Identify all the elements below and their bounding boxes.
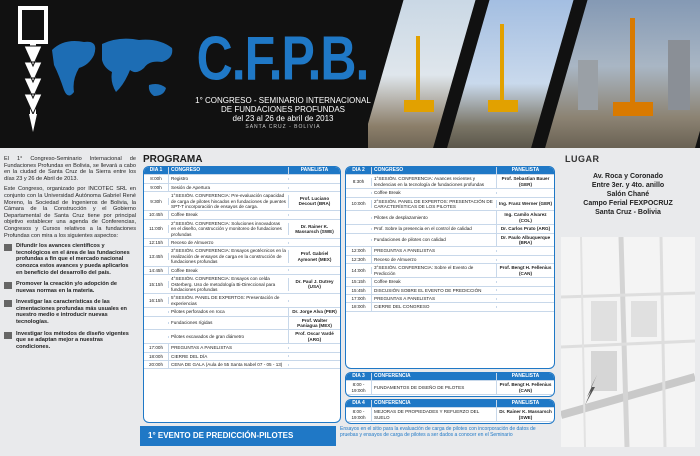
table-row bbox=[144, 192, 340, 211]
bullet-text: Investigar los métodos de diseño vigentes que se adaptan mejor a nuestras condiciones. bbox=[16, 330, 129, 350]
panelist-cell: Prof. Gabriel Aymonet (MEX) bbox=[288, 250, 340, 263]
session-cell: Fundaciones de pilotes con calidad bbox=[374, 237, 446, 243]
panelist-cell: Prof. Walter Paniagua (MEX) bbox=[288, 317, 340, 330]
table-row bbox=[144, 239, 340, 247]
bullet-text: Difundir los avances científicos y tecnológicos en el área de las fundaciones profundas a fin que el mercado nacional conozca estos avances y pueda aplicarlos en beneficio del desarrollo del país. bbox=[16, 243, 130, 276]
table-row bbox=[144, 361, 340, 369]
panelist-cell bbox=[496, 192, 554, 194]
time-cell: 10:45h bbox=[144, 211, 169, 218]
panelist-cell bbox=[288, 178, 340, 180]
bullet-item bbox=[4, 281, 136, 294]
time-cell: DÍA 1 bbox=[144, 167, 169, 174]
bullet-text: Promover la creación y/o adopción de nuevas normas en la materia. bbox=[16, 281, 118, 294]
table-row bbox=[144, 267, 340, 275]
session-cell: 3°SESIÓN. CONFERENCIA: Ensayos geotécnicos en la realización de ensayos de carga en la construcción de fundaciones profundas bbox=[171, 248, 286, 265]
session-cell: PREGUNTAS A PANELISTAS bbox=[171, 345, 233, 351]
panelist-cell: Dr. Rainer K. Massarsch (SWE) bbox=[288, 223, 340, 236]
table-row bbox=[346, 256, 554, 264]
table-row bbox=[346, 189, 554, 197]
time-cell: 14:45h bbox=[144, 267, 169, 274]
bullet-item bbox=[4, 299, 136, 325]
session-cell: CIERRE DEL CONGRESO bbox=[374, 304, 430, 310]
table-row bbox=[346, 225, 554, 233]
time-cell bbox=[144, 336, 169, 338]
address-line: Entre 3er. y 4to. anillo bbox=[591, 182, 665, 189]
time-cell bbox=[144, 311, 169, 313]
panelist-cell: Dr. Paulo Albuquerque (BRA) bbox=[496, 234, 554, 247]
time-cell: DÍA 3 bbox=[346, 373, 372, 380]
time-cell: 18:00h bbox=[346, 303, 372, 310]
time-cell: 13:45h bbox=[144, 253, 169, 260]
panelist-cell: Dr. Jorge Alva (PER) bbox=[288, 308, 340, 315]
table-header-row bbox=[346, 167, 554, 175]
table-row bbox=[144, 330, 340, 344]
prediction-event-band: 1° EVENTO DE PREDICCIÓN-PILOTES bbox=[140, 426, 336, 446]
table-row bbox=[144, 175, 340, 183]
time-cell: 15:15h bbox=[144, 281, 169, 288]
panelist-cell: Prof. Sebastian Bauer (GER) bbox=[496, 175, 554, 188]
table-row bbox=[346, 264, 554, 278]
panelist-cell: Prof. Bengt H. Fellenius (CAN) bbox=[496, 264, 554, 277]
intro-column bbox=[4, 156, 136, 355]
bullet-square-icon bbox=[4, 282, 12, 289]
cfpb-logo-icon bbox=[12, 6, 54, 134]
session-cell: CENA DE GALA (Aula de 55 Santa Isabel 07 - 05 - 13) bbox=[171, 361, 283, 367]
bullet-square-icon bbox=[4, 332, 12, 339]
session-cell: Prof. Sobre la presencia en el control de calidad bbox=[374, 226, 472, 232]
subtitle-dates: del 23 al 26 de abril de 2013 bbox=[232, 114, 334, 123]
address-line: Av. Roca y Coronado bbox=[592, 173, 663, 180]
panelist-cell bbox=[288, 269, 340, 271]
panelist-cell: Prof. Bengt H. Fellenius (CAN) bbox=[496, 381, 554, 394]
table-row bbox=[144, 353, 340, 361]
session-cell: Coffee Break bbox=[374, 190, 401, 196]
table-header-row bbox=[346, 400, 554, 408]
panelist-cell bbox=[496, 250, 554, 252]
panelist-cell bbox=[288, 242, 340, 244]
drilling-rigs-graphic bbox=[368, 0, 700, 148]
table-row bbox=[144, 344, 340, 352]
panelist-cell: PANELISTA bbox=[496, 400, 554, 407]
day1-schedule-table bbox=[143, 166, 341, 423]
panelist-cell: Prof. Oscar Vardé (ARG) bbox=[288, 330, 340, 343]
address-line: Campo Ferial FEXPOCRUZ bbox=[583, 200, 673, 207]
lugar-heading: LUGAR bbox=[565, 154, 600, 164]
subtitle-city: SANTA CRUZ - BOLIVIA bbox=[245, 124, 321, 130]
table-row bbox=[346, 234, 554, 248]
panelist-cell: PANELISTA bbox=[496, 167, 554, 174]
table-row bbox=[144, 317, 340, 331]
time-cell bbox=[346, 239, 372, 241]
session-cell: Pilotes perforados en roca bbox=[171, 309, 225, 315]
time-cell: 8:00 - 19:00h bbox=[346, 381, 372, 394]
table-row bbox=[144, 184, 340, 192]
construction-photos bbox=[368, 0, 700, 148]
panelist-cell bbox=[496, 259, 554, 261]
time-cell: 14:00h bbox=[346, 267, 372, 274]
bullet-item bbox=[4, 243, 136, 276]
day2-schedule-table bbox=[345, 166, 555, 369]
table-row bbox=[144, 220, 340, 239]
subtitle-line-2: DE FUNDACIONES PROFUNDAS bbox=[220, 105, 345, 114]
day3-schedule-table bbox=[345, 372, 555, 397]
session-cell: Coffee Break bbox=[171, 267, 198, 273]
panelist-cell bbox=[288, 347, 340, 349]
table-row bbox=[346, 408, 554, 422]
time-cell: 9:00h bbox=[144, 184, 169, 191]
time-cell: 20:00h bbox=[144, 361, 169, 368]
time-cell: 8:00h bbox=[144, 175, 169, 182]
intro-paragraph-2: Este Congreso, organizado por INCOTEC SRL en conjunto con la Universidad Autónoma Gabriel René Moreno, la Sociedad de Ingenieros de Bolivia, la Cámara de la Construcción y el Gobierno Departamental de Santa Cruz tiene por principal objetivo establecer una agenda de Conferencias, Congresos y Cursos relativos a la fundaciones Profundas con mira a los siguientes aspectos: bbox=[4, 186, 136, 239]
table-row bbox=[346, 381, 554, 395]
subtitle-line-1: 1° CONGRESO - SEMINARIO INTERNACIONAL bbox=[195, 96, 371, 105]
panelist-cell: Dr. Rainer K. Massarsch (SWE) bbox=[496, 408, 554, 421]
intro-paragraph-1: El 1° Congreso-Seminario Internacional de Fundaciones Profundas en Bolivia, se llevará a cabo en la ciudad de Santa Cruz de la Sierra entre los días 23 y 26 de Abril de 2013. bbox=[4, 156, 136, 182]
time-cell: 10:00h bbox=[346, 200, 372, 207]
table-header-row bbox=[346, 373, 554, 381]
table-row bbox=[144, 275, 340, 294]
prediction-event-text: Ensayos en el sitio para la evaluación de carga de pilotes con incorporación de datos de pruebas y ensayos de carga de pilotes a ser dados a conocer en el Seminario bbox=[340, 426, 536, 438]
table-row bbox=[144, 308, 340, 316]
panelist-cell bbox=[288, 355, 340, 357]
event-subtitle bbox=[178, 96, 388, 132]
time-cell: 12:30h bbox=[346, 256, 372, 263]
time-cell: 12:00h bbox=[346, 247, 372, 254]
address-line: Santa Cruz - Bolivia bbox=[595, 209, 661, 216]
table-header-row bbox=[144, 167, 340, 175]
event-title: C.F.P.B. bbox=[196, 23, 369, 94]
panelist-cell bbox=[288, 300, 340, 302]
time-cell: 15:15h bbox=[346, 278, 372, 285]
time-cell bbox=[144, 322, 169, 324]
table-row bbox=[346, 198, 554, 212]
bullet-text: Investigar las características de las cimentaciones profundas más usuales en nuestro medio e introducir nuevas tecnologías. bbox=[16, 299, 127, 326]
time-cell: 17:00h bbox=[144, 344, 169, 351]
bullet-square-icon bbox=[4, 300, 12, 307]
bullet-item bbox=[4, 331, 136, 351]
panelist-cell bbox=[496, 298, 554, 300]
session-cell: PREGUNTAS A PANELISTAS bbox=[374, 248, 436, 254]
programa-heading: PROGRAMA bbox=[143, 154, 203, 165]
session-cell: DISCUSIÓN SOBRE EL EVENTO DE PREDICCIÓN bbox=[374, 287, 482, 293]
table-row bbox=[346, 295, 554, 303]
day4-schedule-table bbox=[345, 399, 555, 424]
panelist-cell: Prof. Luciano Decourt (BRA) bbox=[288, 195, 340, 208]
street-map-graphic bbox=[561, 237, 695, 447]
session-cell: 1°SESIÓN. CONFERENCIA: Avances recientes y tendencias en la tecnología de fundaciones profundas bbox=[374, 176, 485, 187]
session-cell: Pilotes de desplazamiento bbox=[374, 215, 428, 221]
world-map-graphic bbox=[44, 30, 179, 112]
session-cell: CONFERENCIA bbox=[374, 373, 411, 379]
panelist-cell bbox=[496, 289, 554, 291]
time-cell: 17:00h bbox=[346, 295, 372, 302]
venue-address bbox=[560, 172, 696, 217]
session-cell: Pilotes excavados de gran diámetro bbox=[171, 334, 245, 340]
bullet-square-icon bbox=[4, 244, 12, 251]
panelist-cell: Dr. Carlos Prato (ARG) bbox=[496, 225, 554, 232]
session-cell: FUNDAMENTOS DE DISEÑO DE PILOTES bbox=[374, 385, 465, 391]
table-row bbox=[346, 247, 554, 255]
session-cell: 5°SESIÓN. PANEL DE EXPERTOS: Presentación de experiencias bbox=[171, 295, 280, 306]
panelist-cell: Ing. Camilo Alvarez (COL) bbox=[496, 211, 554, 224]
session-cell: Registro bbox=[171, 176, 189, 182]
session-cell: CONGRESO bbox=[374, 167, 404, 173]
panelist-cell: Dr. Paul J. Dutrey (USA) bbox=[288, 278, 340, 291]
session-cell: CONFERENCIA bbox=[374, 400, 411, 406]
time-cell: 18:00h bbox=[144, 353, 169, 360]
panelist-cell: Ing. Franz Werner (GER) bbox=[496, 200, 554, 207]
session-cell: Receso de Almuerzo bbox=[374, 256, 417, 262]
session-cell: 4°SESIÓN. CONFERENCIA: Ensayos con celda Osterberg. Uso de metodología Bi-Direccional para fundaciones profundas bbox=[171, 276, 276, 292]
session-cell: Coffee Break bbox=[171, 212, 198, 218]
session-cell: Sesión de Apertura bbox=[171, 184, 211, 190]
time-cell: DÍA 4 bbox=[346, 400, 372, 407]
time-cell: 12:15h bbox=[144, 239, 169, 246]
panelist-cell: PANELISTA bbox=[496, 373, 554, 380]
table-row bbox=[346, 211, 554, 225]
session-cell: 2°SESIÓN. PANEL DE EXPERTOS: PRESENTACIÓN DE CARACTERÍSTICAS DE LOS PILOTES bbox=[374, 198, 493, 210]
session-cell: Receso de Almuerzo bbox=[171, 240, 214, 246]
time-cell: 8:30h bbox=[346, 178, 372, 185]
session-cell: Fundaciones rígidas bbox=[171, 320, 213, 326]
time-cell bbox=[346, 192, 372, 194]
panelist-cell bbox=[288, 364, 340, 366]
session-cell: CIERRE DEL DÍA bbox=[171, 353, 208, 359]
time-cell bbox=[346, 228, 372, 230]
session-cell: 2°SESIÓN. CONFERENCIA: Soluciones innovadoras en el diseño, construcción y monitoreo de fundaciones profundas bbox=[171, 220, 282, 237]
time-cell: 8:00 - 19:00h bbox=[346, 408, 372, 421]
panelist-cell bbox=[288, 214, 340, 216]
time-cell: 15:45h bbox=[346, 287, 372, 294]
header-banner bbox=[0, 0, 700, 148]
session-cell: MEJORAS DE PROPIEDADES Y REFUERZO DEL SUELO bbox=[374, 409, 480, 420]
panelist-cell: PANELISTA bbox=[288, 167, 340, 174]
session-cell: 3°SESIÓN. CONFERENCIA: Sobre el Evento de Predicción bbox=[374, 265, 474, 276]
panelist-cell bbox=[496, 306, 554, 308]
time-cell: DÍA 2 bbox=[346, 167, 372, 174]
session-cell: Coffee Break bbox=[374, 279, 401, 285]
table-row bbox=[144, 247, 340, 266]
session-cell: 1°SESIÓN. CONFERENCIA: Pre-evaluación capacidad de carga de pilotes hincados en fundaciones de puentes SPT-T incorporación de ensayos de carga. bbox=[171, 193, 286, 210]
time-cell bbox=[346, 217, 372, 219]
panelist-cell bbox=[496, 281, 554, 283]
table-row bbox=[144, 211, 340, 219]
session-cell: CONGRESO bbox=[171, 167, 201, 173]
venue-map bbox=[561, 237, 695, 447]
time-cell: 9:30h bbox=[144, 198, 169, 205]
table-row bbox=[346, 303, 554, 311]
table-row bbox=[144, 294, 340, 308]
panelist-cell bbox=[288, 187, 340, 189]
time-cell: 16:15h bbox=[144, 297, 169, 304]
table-row bbox=[346, 175, 554, 189]
table-row bbox=[346, 278, 554, 286]
session-cell: PREGUNTAS A PANELISTAS bbox=[374, 295, 436, 301]
table-row bbox=[346, 287, 554, 295]
address-line: Salón Chané bbox=[606, 191, 650, 198]
time-cell: 11:00h bbox=[144, 225, 169, 232]
